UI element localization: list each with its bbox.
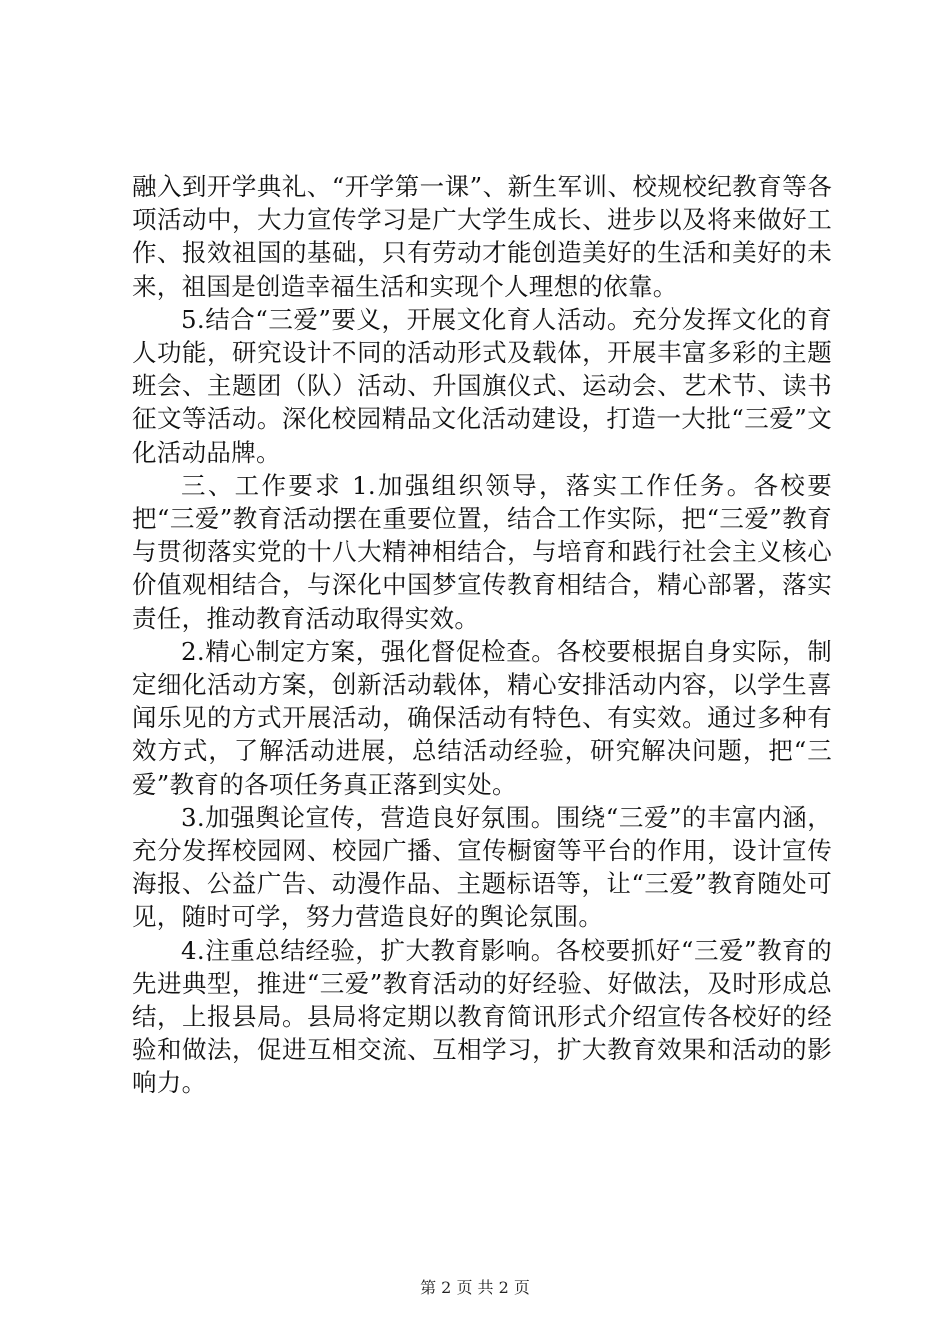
page-number-footer: 第 2 页 共 2 页	[420, 1278, 530, 1297]
document-body	[132, 170, 832, 1100]
paragraph-6: 4.注重总结经验，扩大教育影响。各校要抓好“三爱”教育的先进典型，推进“三爱”教育活动的好经验、好做法，及时形成总结，上报县局。县局将定期以教育简讯形式介绍宣传各校好的经验和做法，促进互相交流、互相学习，扩大教育效果和活动的影响力。	[132, 935, 832, 1098]
paragraph-4: 2.精心制定方案，强化督促检查。各校要根据自身实际，制定细化活动方案，创新活动载体，精心安排活动内容，以学生喜闻乐见的方式开展活动，确保活动有特色、有实效。通过多种有效方式，了解活动进展，总结活动经验，研究解决问题，把“三爱”教育的各项任务真正落到实处。	[132, 636, 833, 799]
paragraph-1: 融入到开学典礼、“开学第一课”、新生军训、校规校纪教育等各项活动中，大力宣传学习是广大学生成长、进步以及将来做好工作、报效祖国的基础，只有劳动才能创造美好的生活和美好的未来，祖国是创造幸福生活和实现个人理想的依靠。	[132, 172, 832, 301]
paragraph-5: 3.加强舆论宣传，营造良好氛围。围绕“三爱”的丰富内涵，充分发挥校园网、校园广播、宣传橱窗等平台的作用，设计宣传海报、公益广告、动漫作品、主题标语等，让“三爱”教育随处可见，随时可学，努力营造良好的舆论氛围。	[132, 802, 832, 932]
paragraph-3: 三、工作要求 1.加强组织领导，落实工作任务。各校要把“三爱”教育活动摆在重要位置，结合工作实际，把“三爱”教育与贯彻落实党的十八大精神相结合，与培育和践行社会主义核心价值观相结合，与深化中国梦宣传教育相结合，精心部署，落实责任，推动教育活动取得实效。	[132, 470, 832, 633]
paragraph-2: 5.结合“三爱”要义，开展文化育人活动。充分发挥文化的育人功能，研究设计不同的活动形式及载体，开展丰富多彩的主题班会、主题团（队）活动、升国旗仪式、运动会、艺术节、读书征文等活动。深化校园精品文化活动建设，打造一大批“三爱”文化活动品牌。	[132, 304, 832, 467]
